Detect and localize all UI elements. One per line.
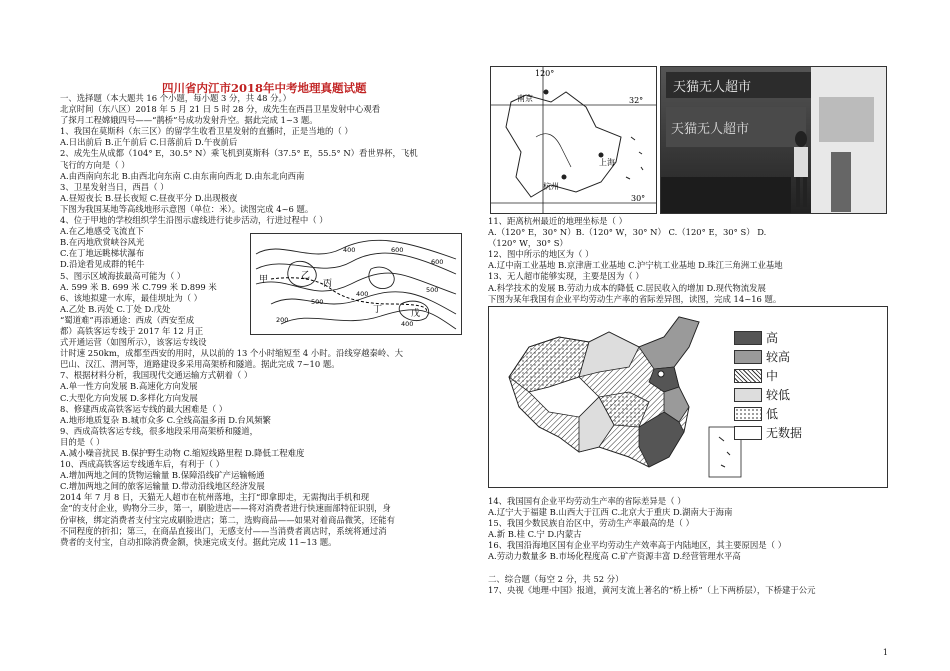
map-label-30: 30° (631, 194, 646, 203)
right-lower-text-line: A.新 B.桂 C.宁 D.内蒙古 (488, 529, 582, 540)
left-text-line: 了探月工程嫦娥四号——“鹊桥”号成功发射升空。据此完成 1~3 题。 (60, 115, 318, 126)
left-text-line: 北京时间（东八区）2018 年 5 月 21 日 5 时 28 分，成先生在西昌卫星发射中心观看 (60, 104, 381, 115)
map-label-hangzhou: 杭州 (543, 182, 559, 191)
right-text-line: A.（120° E，30° N）B.（120° W，30° N） C.（120° E，30° S） D. (488, 227, 767, 238)
right-lower-text-line: A.劳动力数量多 B.市场化程度高 C.矿产资源丰富 D.经营管理水平高 (488, 551, 741, 562)
right-column-lower-questions (488, 496, 888, 596)
left-text-line: A.昼短夜长 B.昼长夜短 C.昼夜平分 D.出现极夜 (60, 192, 238, 203)
right-text-line: 下图为某年我国有企业平均劳动生产率的省际差异图，读图，完成 14~16 题。 (488, 293, 782, 304)
contour-label-wu: 戊 (411, 309, 421, 319)
right-text-line: （120° W，30° S） (488, 238, 568, 249)
left-text-line: 3、卫星发射当日，西昌（ ） (60, 181, 169, 192)
photo-sign-top: 天猫无人超市 (673, 80, 752, 95)
left-text-line: C.在丁地远眺梯状瀑布 (60, 248, 145, 259)
left-text-line: 7、根据材料分析，我国现代交通运输方式朝着（ ） (60, 370, 253, 381)
left-text-line: A.乙处 B.丙处 C.丁处 D.戊处 (60, 303, 171, 314)
left-text-line: A.增加两地之间的货物运输量 B.保障沿线矿产运输畅通 (60, 470, 265, 481)
contour-value: 600 (391, 246, 404, 254)
right-lower-text-line: 二、综合题（每空 2 分，共 52 分） (488, 573, 624, 584)
contour-value: 500 (426, 286, 439, 294)
right-lower-text-line: 17、央视《地理·中国》报道，黄河支流上著名的“桥上桥”（上下两桥层），下桥建于公元 (488, 584, 816, 595)
left-text-line: 金”的支付企业，购物分三步，第一，刷脸进店——将对消费者进行快速面部特征识别，身 (60, 503, 391, 514)
left-text-line: A.日出前后 B.正午前后 C.日落前后 D.午夜前后 (60, 137, 238, 148)
page-title: 四川省内江市2018年中考地理真题试题 (162, 81, 367, 95)
left-text-line: 都）高铁客运专线于 2017 年 12 月正 (60, 325, 204, 336)
left-text-line: 9、西成高铁客运专线，很多地段采用高架桥和隧道， (60, 425, 258, 436)
left-text-line: 费者的支付宝，自动扣除消费金额，快速完成支付。据此完成 11~13 题。 (60, 536, 337, 547)
right-text-line: A.科学技术的发展 B.劳动力成本的降低 C.居民收入的增加 D.现代物流发展 (488, 282, 766, 293)
photo-sign-main: 天猫无人超市 (671, 122, 750, 137)
unmanned-supermarket-photo (660, 66, 887, 214)
contour-value: 500 (311, 298, 324, 306)
left-text-line: 10、西成高铁客运专线通车后，有利于（ ） (60, 459, 225, 470)
map-label-nanjing: 南京 (517, 94, 533, 103)
contour-value: 400 (356, 290, 369, 298)
map-label-shanghai: 上海 (599, 158, 615, 167)
contour-label-ding: 丁 (373, 305, 383, 315)
left-text-line: B.在丙地欣赏峡谷风光 (60, 237, 145, 248)
left-text-line: 8、修建西成高铁客运专线的最大困难是（ ） (60, 403, 228, 414)
contour-map (251, 234, 461, 334)
left-text-line: A.减小噪音扰民 B.保护野生动物 C.缩短线路里程 D.降低工程难度 (60, 448, 305, 458)
left-text-line: D.沿途看见成群的牦牛 (60, 259, 145, 270)
left-text-line: 5、图示区域海拔最高可能为（ ） (60, 270, 186, 281)
contour-map-figure (250, 233, 462, 335)
contour-value: 400 (343, 246, 356, 254)
map-label-32: 32° (629, 96, 644, 105)
contour-label-jia: 甲 (259, 275, 269, 285)
left-text-line: A. 599 米 B. 699 米 C.799 米 D.899 米 (60, 281, 217, 292)
contour-value: 400 (401, 320, 414, 328)
left-text-line: C.增加两地之间的旅客运输量 D.带动沿线地区经济发展 (60, 481, 265, 492)
left-text-line: 目的是（ ） (60, 436, 105, 447)
right-text-line: A.辽中南工业基地 B.京津唐工业基地 C.沪宁杭工业基地 D.珠江三角洲工业基地 (488, 260, 783, 271)
left-text-line: 一、选择题（本大题共 16 个小题，每小题 3 分，共 48 分。） (60, 93, 292, 103)
contour-value: 600 (431, 258, 444, 266)
left-text-line: “蜀道难”再添通途：西成（西安至成 (60, 314, 195, 325)
left-text-line: 式开通运营（如图所示），该客运专线设 (60, 337, 207, 348)
left-text-line: 不同程度的折扣；第三，在商品直接出门，无感支付——当消费者离店时，系统将通过消 (60, 525, 387, 536)
right-lower-text-line: 14、我国国有企业平均劳动生产率的省际差异是（ ） (488, 496, 686, 506)
contour-label-yi: 乙 (301, 271, 311, 281)
left-text-line: 计时速 250km，成都至西安的用时，从以前的 13 个小时缩短至 4 小时。沿线穿越秦岭、大 (60, 348, 404, 359)
right-column-questions (488, 216, 888, 305)
left-text-line: 1、我国在莫斯科（东三区）的留学生收看卫星发射的直播时，正是当地的（ ） (60, 126, 353, 137)
left-text-line: 巴山、汉江、渭河等，道路建设多采用高架桥和隧道。据此完成 7~10 题。 (60, 359, 340, 370)
right-text-line: 12、图中所示的地区为（ ） (488, 249, 594, 260)
hangzhou-region-map (490, 66, 657, 214)
left-text-line: A.在乙地感受飞流直下 (60, 226, 145, 237)
left-text-line: A.地形地质复杂 B.城市众多 C.全线高温多雨 D.台风频繁 (60, 414, 271, 425)
left-text-line: 6、该地拟建一水库，最佳坝址为（ ） (60, 292, 202, 303)
contour-label-bing: 丙 (323, 279, 333, 289)
left-text-line: 2014 年 7 月 8 日，天猫无人超市在杭州落地，主打“即拿即走，无需掏出手机和现 (60, 492, 370, 503)
right-lower-text-line: 16、我国沿海地区国有企业平均劳动生产效率高于内陆地区，其主要原因是（ ） (488, 540, 787, 551)
left-text-line: C.大型化方向发展 D.多样化方向发展 (60, 392, 198, 403)
left-text-line: 份审核，绑定消费者支付宝完成刷脸进店；第二，选购商品——如果对着商品微笑，还能有 (60, 514, 395, 525)
left-text-line: 下图为我国某地等高线地形示意图（单位：米）。读图完成 4~6 题。 (60, 203, 314, 214)
right-text-line: 11、距离杭州最近的地理坐标是（ ） (488, 216, 627, 226)
left-text-line: 2、成先生从成都（104° E，30.5° N）乘飞机到莫斯科（37.5° E，55.5° N）看世界杯，飞机 (60, 148, 418, 159)
right-lower-text-line (488, 563, 888, 574)
left-text-line: A.由西南向东北 B.由西北向东南 C.由东南向西北 D.由东北向西南 (60, 170, 305, 181)
map-legend: 高 较高 中 较低 低 无数据 (734, 331, 874, 461)
left-text-line: 飞行的方向是（ ） (60, 159, 130, 170)
right-text-line: 13、无人超市能够实现，主要是因为（ ） (488, 271, 644, 282)
left-text-line: A.单一性方向发展 B.高速化方向发展 (60, 381, 198, 392)
china-productivity-map (488, 306, 888, 488)
left-text-line: 4、位于甲地的学校组织学生沿图示虚线进行徒步活动，行进过程中（ ） (60, 215, 328, 226)
right-lower-text-line: 15、我国少数民族自治区中，劳动生产率最高的是（ ） (488, 518, 694, 529)
contour-value: 200 (276, 316, 289, 324)
page-number: 1 (882, 648, 888, 657)
map-label-120: 120° (535, 69, 555, 78)
right-lower-text-line: A.辽宁大于福建 B.山西大于江西 C.北京大于重庆 D.湖南大于海南 (488, 507, 733, 518)
